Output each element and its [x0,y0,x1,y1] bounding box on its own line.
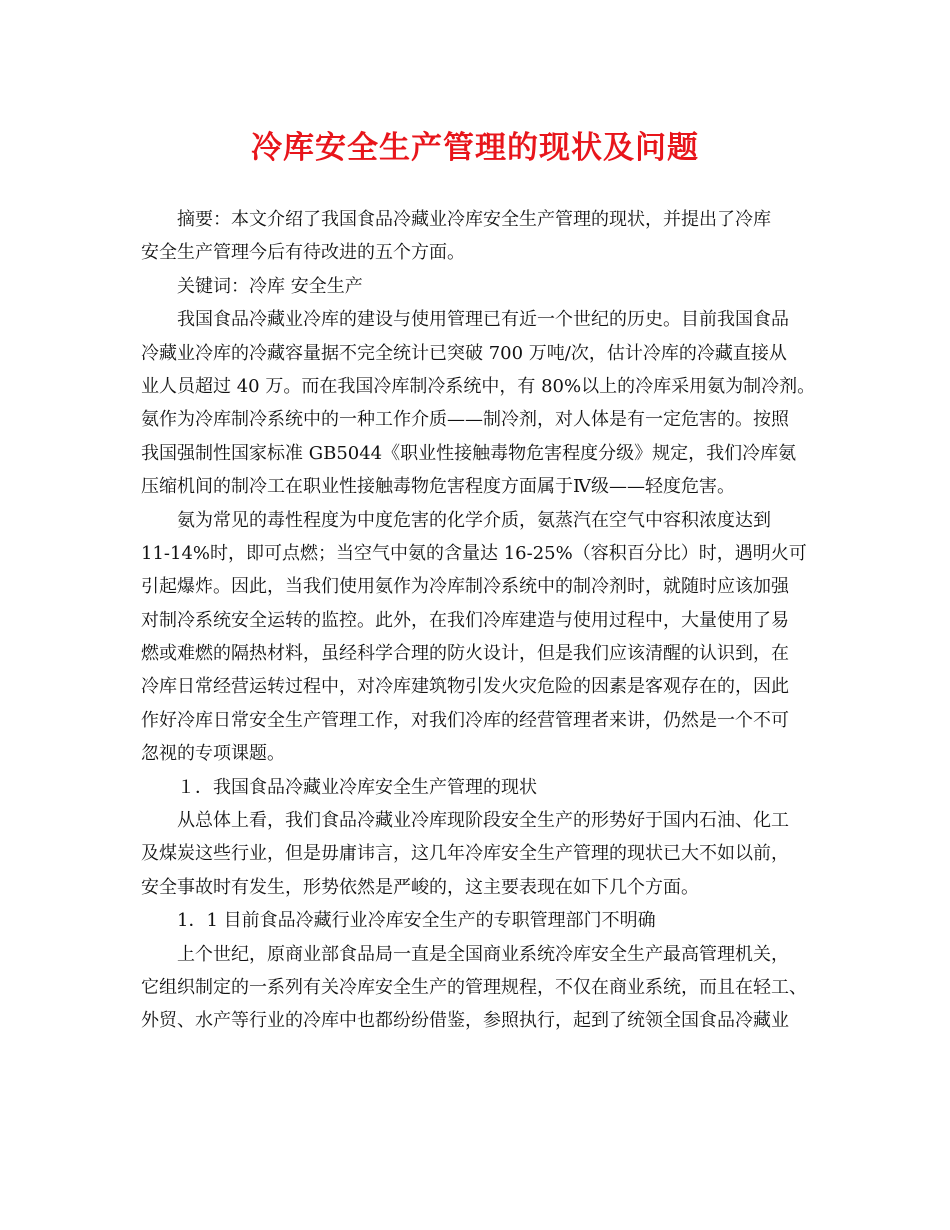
text-line: 安全事故时有发生，形势依然是严峻的，这主要表现在如下几个方面。 [141,876,699,898]
text-line: 从总体上看，我们食品冷藏业冷库现阶段安全生产的形势好于国内石油、化工 [177,810,789,832]
text-line: 压缩机间的制冷工在职业性接触毒物危害程度方面属于Ⅳ级——轻度危害。 [141,476,735,498]
text-line: 我国强制性国家标准 GB5044《职业性接触毒物危害程度分级》规定，我们冷库氨 [141,442,797,464]
text-line: 氨为常见的毒性程度为中度危害的化学介质，氨蒸汽在空气中容积浓度达到 [177,509,771,531]
text-line: 对制冷系统安全运转的监控。此外，在我们冷库建造与使用过程中，大量使用了易 [141,609,789,631]
text-line: 我国食品冷藏业冷库的建设与使用管理已有近一个世纪的历史。目前我国食品 [177,309,789,331]
text-line: 作好冷库日常安全生产管理工作，对我们冷库的经营管理者来讲，仍然是一个不可 [141,709,789,731]
text-line: 它组织制定的一系列有关冷库安全生产的管理规程，不仅在商业系统，而且在轻工、 [141,976,807,998]
text-line: １．我国食品冷藏业冷库安全生产管理的现状 [177,776,537,798]
text-line: 及煤炭这些行业，但是毋庸讳言，这几年冷库安全生产管理的现状已大不如以前， [141,843,789,865]
text-line: 11-14%时，即可点燃；当空气中氨的含量达 16-25%（容积百分比）时，遇明火可 [141,542,807,564]
text-line: 燃或难燃的隔热材料，虽经科学合理的防火设计，但是我们应该清醒的认识到，在 [141,643,789,665]
text-line: 上个世纪，原商业部食品局一直是全国商业系统冷库安全生产最高管理机关， [177,943,789,965]
text-line: 关键词：冷库 安全生产 [177,275,363,297]
text-line: 冷库日常经营运转过程中，对冷库建筑物引发火灾危险的因素是客观存在的，因此 [141,676,789,698]
text-line: 引起爆炸。因此，当我们使用氨作为冷库制冷系统中的制冷剂时，就随时应该加强 [141,576,789,598]
text-line: 冷藏业冷库的冷藏容量据不完全统计已突破 700 万吨/次，估计冷库的冷藏直接从 [141,342,787,364]
text-line: 业人员超过 40 万。而在我国冷库制冷系统中，有 80%以上的冷库采用氨为制冷剂。 [141,375,816,397]
text-line: 氨作为冷库制冷系统中的一种工作介质——制冷剂，对人体是有一定危害的。按照 [141,409,789,431]
document-title: 冷库安全生产管理的现状及问题 [251,130,699,166]
text-line: 安全生产管理今后有待改进的五个方面。 [141,242,465,264]
text-line: 外贸、水产等行业的冷库中也都纷纷借鉴，参照执行，起到了统领全国食品冷藏业 [141,1010,789,1032]
text-line: 摘要：本文介绍了我国食品冷藏业冷库安全生产管理的现状，并提出了冷库 [177,209,771,230]
text-line: 1．1 目前食品冷藏行业冷库安全生产的专职管理部门不明确 [177,910,656,932]
document-body [141,203,817,1038]
text-line: 忽视的专项课题。 [141,743,285,765]
